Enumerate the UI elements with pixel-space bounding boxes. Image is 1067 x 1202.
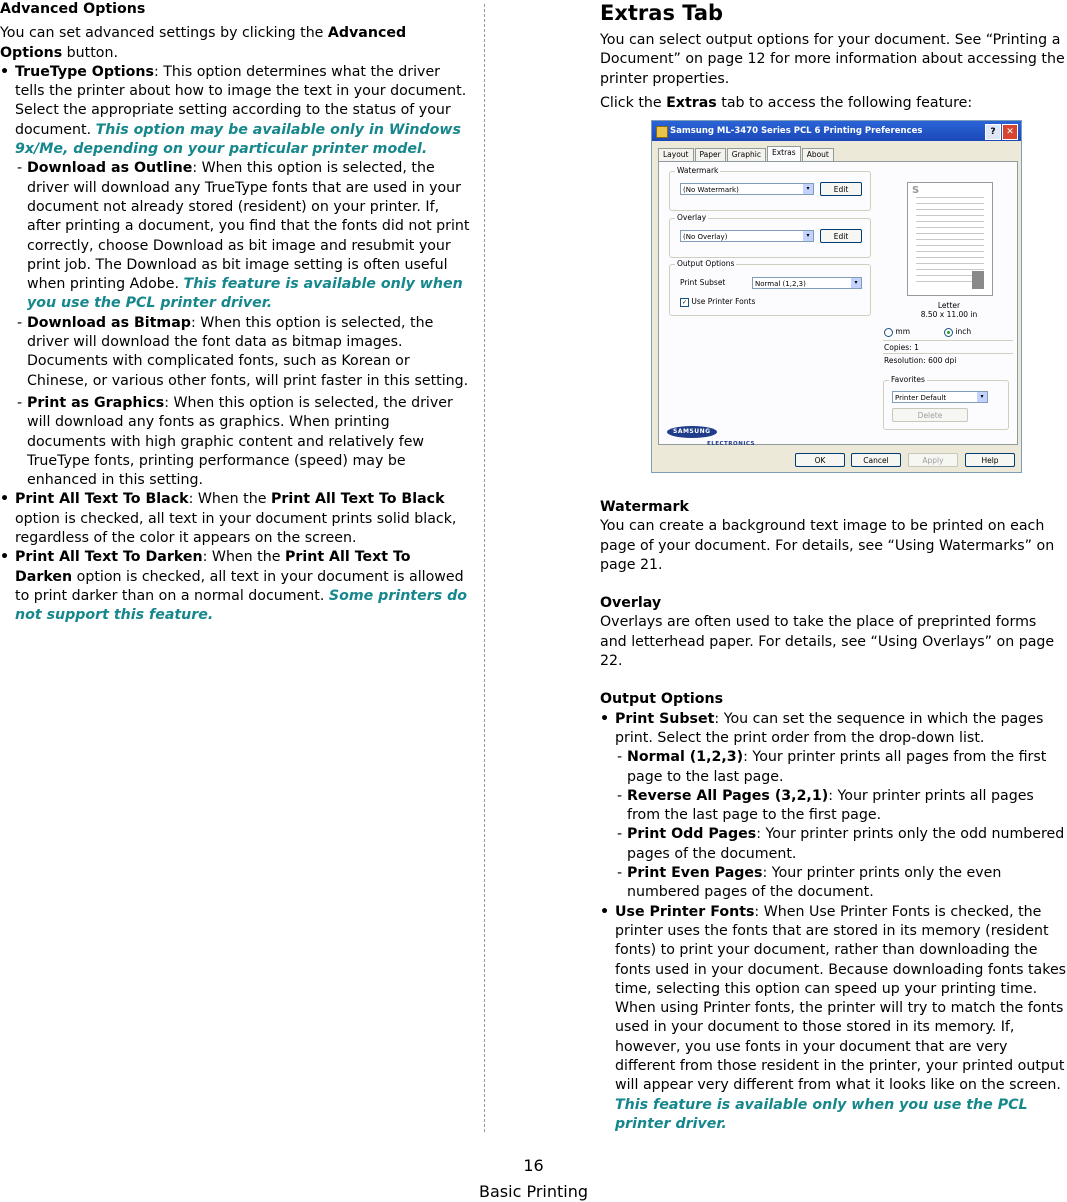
advanced-options-heading: Advanced Options	[0, 1, 146, 17]
download-outline-item: - Download as Outline: When this option is selected, the driver will download any TrueType fonts that are used in your document not already stored (resident) on your printer. If, after printing a document, you find that the fonts did not print correctly, choose Download as bit image and resubmit your print job. The Download as bit image setting is often useful when printing Adobe. This feature is available only when you use the PCL printer driver.	[17, 160, 470, 312]
print-graphics-item: - Print as Graphics: When this option is selected, the driver will download any fonts as graphics. When printing documents with high graphic content and relatively few TrueType fonts, printing performance (speed) may be enhanced in this setting.	[17, 394, 453, 489]
use-printer-fonts-item: • Use Printer Fonts: When Use Printer Fonts is checked, the printer uses the fonts that are stored in its memory (resident fonts) to print your document, rather than downloading the fonts used in your document. Because downloading fonts takes time, selecting this option can speed up your printing time. When using Printer fonts, the printer will try to match the fonts used in your document to those stored in its memory. If, however, you use fonts in your document that are very different from those resident in the printer, your printed output will appear very different from what it looks like on the screen. This feature is available only when you use the PCL printer driver.	[600, 903, 1067, 1135]
use-printer-fonts-option[interactable]: ✓ Use Printer Fonts	[681, 297, 756, 306]
truetype-options-item: • TrueType Options: This option determines what the driver tells the printer about how to image the text in your document. Select the appropriate setting according to the status of your document. This option may be available only in Windows 9x/Me, depending on your particular printer model.	[0, 63, 470, 159]
output-options-group: Output Options Print Subset Normal (1,2,3) ▾ ✓ Use Printer Fonts	[669, 264, 871, 316]
extras-intro: You can select output options for your document. See “Printing a Document” on page 12 for more information about accessing the printer properties.	[600, 32, 1065, 87]
outline-note: This feature is available only when you use the PCL printer driver.	[27, 276, 463, 312]
watermark-heading: Watermark	[600, 499, 689, 515]
dialog-title: Samsung ML-3470 Series PCL 6 Printing Preferences	[670, 126, 923, 136]
close-icon[interactable]: ✕	[1002, 124, 1018, 140]
extras-tab-heading: Extras Tab	[600, 1, 724, 25]
tab-paper[interactable]: Paper	[695, 148, 726, 161]
truetype-note: This option may be available only in Windows 9x/Me, depending on your particular printer model.	[15, 121, 461, 158]
watermark-select[interactable]: (No Watermark) ▾	[680, 183, 814, 195]
overlay-select[interactable]: (No Overlay) ▾	[680, 230, 814, 242]
watermark-group: Watermark (No Watermark) ▾ Edit	[669, 171, 871, 211]
samsung-logo: SAMSUNG ELECTRONICS	[667, 426, 755, 449]
odd-pages-item: - Print Odd Pages: Your printer prints only the odd numbered pages of the document.	[617, 826, 1065, 862]
print-darken-item: • Print All Text To Darken: When the Print All Text To Darken option is checked, all text in your document is allowed to print darker than on a normal document. Some printers do not support this feature.	[0, 548, 470, 625]
apply-button[interactable]: Apply	[908, 453, 958, 467]
chevron-down-icon: ▾	[803, 231, 813, 241]
printer-icon	[656, 126, 668, 138]
cancel-button[interactable]: Cancel	[851, 453, 901, 467]
resolution-readout: Resolution: 600 dpi	[884, 356, 957, 365]
advanced-intro: You can set advanced settings by clicking the Advanced Options button.	[0, 25, 407, 61]
download-bitmap-item: - Download as Bitmap: When this option is selected, the driver will download the font data as bitmap images. Documents with complicated fonts, such as Korean or Chinese, or various other fonts, will print faster in this setting.	[17, 314, 469, 389]
copies-readout: Copies: 1	[884, 343, 919, 352]
chevron-down-icon: ▾	[803, 184, 813, 194]
tab-graphic[interactable]: Graphic	[727, 148, 766, 161]
help-button[interactable]: Help	[965, 453, 1015, 467]
paper-preview: S	[907, 182, 993, 296]
tab-about[interactable]: About	[802, 148, 834, 161]
print-subset-label: Print Subset	[680, 278, 726, 287]
print-subset-select[interactable]: Normal (1,2,3) ▾	[752, 277, 862, 289]
darken-note: Some printers do not support this feature.	[15, 587, 467, 624]
check-icon[interactable]: ✓	[681, 298, 688, 306]
fonts-note: This feature is available only when you use the PCL printer driver.	[615, 1096, 1028, 1132]
help-title-button[interactable]: ?	[985, 124, 1001, 140]
ok-button[interactable]: OK	[795, 453, 845, 467]
overlay-text: Overlays are often used to take the place of preprinted forms and letterhead paper. For details, see “Using Overlays” on page 22.	[600, 614, 1055, 670]
overlay-edit-button[interactable]: Edit	[820, 229, 862, 243]
print-subset-item: • Print Subset: You can set the sequence in which the pages print. Select the print order from the drop-down list.	[600, 710, 1067, 749]
extras-click-text: Click the Extras tab to access the following feature:	[600, 94, 973, 111]
unit-inch[interactable]: inch	[944, 327, 971, 337]
watermark-text: You can create a background text image to be printed on each page of your document. For details, see “Using Watermarks” on page 21.	[600, 518, 1055, 573]
reverse-order-item: - Reverse All Pages (3,2,1): Your printer prints all pages from the last page to the first page.	[617, 787, 1034, 824]
chevron-down-icon: ▾	[851, 278, 861, 288]
normal-order-item: - Normal (1,2,3): Your printer prints all pages from the first page to the last page.	[617, 749, 1047, 785]
overlay-group: Overlay (No Overlay) ▾ Edit	[669, 218, 871, 258]
tab-layout[interactable]: Layout	[658, 148, 694, 161]
dialog-title-bar	[652, 121, 1021, 141]
print-black-item: • Print All Text To Black: When the Print All Text To Black option is checked, all text in your document prints solid black, regardless of the color it appears on the screen.	[0, 490, 470, 548]
column-divider	[484, 4, 485, 1132]
watermark-edit-button[interactable]: Edit	[820, 182, 862, 196]
page-number: 16	[523, 1156, 544, 1175]
tab-extras[interactable]: Extras	[767, 146, 801, 161]
left-column	[0, 0, 470, 626]
favorites-select[interactable]: Printer Default ▾	[892, 391, 988, 403]
favorites-group: Favorites Printer Default ▾ Delete	[883, 380, 1009, 430]
unit-mm[interactable]: mm	[884, 327, 910, 337]
extras-panel	[658, 161, 1018, 445]
paper-size: 8.50 x 11.00 in	[920, 310, 978, 319]
section-title: Basic Printing	[479, 1182, 588, 1201]
overlay-heading: Overlay	[600, 595, 662, 612]
even-pages-item: - Print Even Pages: Your printer prints only the even numbered pages of the document.	[617, 865, 1002, 901]
output-options-heading: Output Options	[600, 691, 724, 708]
chevron-down-icon: ▾	[977, 392, 987, 402]
delete-button[interactable]: Delete	[892, 408, 968, 422]
printing-preferences-dialog	[651, 120, 1022, 473]
paper-name: Letter	[937, 301, 961, 310]
